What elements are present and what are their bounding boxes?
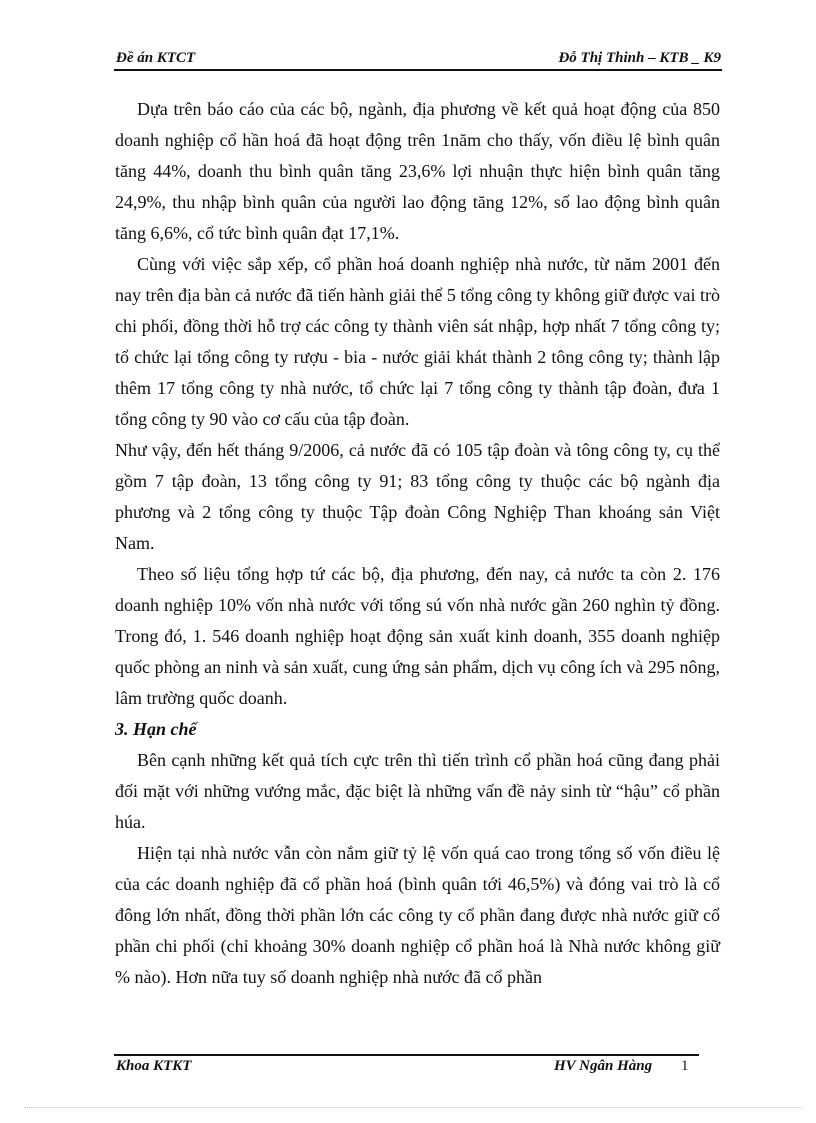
page-bottom-edge — [24, 1107, 802, 1108]
document-body — [115, 94, 720, 993]
header-left-text: Đề án KTCT — [116, 50, 196, 66]
header-divider — [114, 69, 722, 71]
header-right-text: Đỗ Thị Thinh – KTB _ K9 — [558, 50, 721, 66]
footer-right-text: HV Ngân Hàng — [554, 1058, 653, 1074]
section-heading: 3. Hạn chế — [115, 719, 197, 739]
paragraph: Cùng với việc sắp xếp, cổ phần hoá doanh nghiệp nhà nước, từ năm 2001 đến nay trên địa bàn cả nước đã tiến hành giải thể 5 tổng công ty không giữ được vai trò chi phối, đồng thời hỗ trợ các công ty thành viên sát nhập, hợp nhất 7 tổng công ty; tổ chức lại tổng công ty rượu - bia - nước giải khát thành 2 tông công ty; thành lập thêm 17 tổng công ty nhà nước, tổ chức lại 7 tổng công ty thành tập đoàn, đưa 1 tổng công ty 90 vào cơ cấu của tập đoàn. — [115, 254, 720, 429]
paragraph: Như vậy, đến hết tháng 9/2006, cả nước đã có 105 tập đoàn và tông công ty, cụ thể gồm 7 tập đoàn, 13 tổng công ty 91; 83 tổng công ty thuộc các bộ ngành địa phương và 2 tổng công ty thuộc Tập đoàn Công Nghiệp Than khoáng sản Việt Nam. — [115, 440, 720, 553]
page-footer — [116, 1058, 696, 1076]
paragraph: Dựa trên báo cáo của các bộ, ngành, địa phương về kết quả hoạt động của 850 doanh nghiệp cổ hần hoá đã hoạt động trên 1năm cho thấy, vốn điều lệ bình quân tăng 44%, doanh thu bình quân tăng 23,6% lợi nhuận thực hiện bình quân tăng 24,9%, thu nhập bình quân của người lao động tăng 12%, số lao động bình quân tăng 6,6%, cổ tức bình quân đạt 17,1%. — [115, 99, 720, 243]
footer-left-text: Khoa KTKT — [116, 1058, 192, 1074]
footer-divider — [114, 1054, 699, 1056]
page-header — [116, 50, 721, 68]
page-number: 1 — [681, 1058, 689, 1074]
paragraph: Theo số liệu tổng hợp tứ các bộ, địa phương, đến nay, cả nước ta còn 2. 176 doanh nghiệp 10% vốn nhà nước với tổng sú vốn nhà nước gần 260 nghìn tỷ đồng. Trong đó, 1. 546 doanh nghiệp hoạt động sản xuất kinh doanh, 355 doanh nghiệp quốc phòng an ninh và sản xuất, cung ứng sản phẩm, dịch vụ công ích và 295 nông, lâm trường quốc doanh. — [115, 564, 720, 708]
paragraph: Hiện tại nhà nước vẫn còn nắm giữ tỷ lệ vốn quá cao trong tổng số vốn điều lệ của các doanh nghiệp đã cổ phần hoá (bình quân tới 46,5%) và đóng vai trò là cổ đông lớn nhất, đồng thời phần lớn các công ty cổ phần đang được nhà nước giữ cổ phần chi phối (chỉ khoảng 30% doanh nghiệp cổ phần hoá là Nhà nước không giữ % nào). Hơn nữa tuy số doanh nghiệp nhà nước đã cổ phần — [115, 843, 720, 987]
paragraph: Bên cạnh những kết quả tích cực trên thì tiến trình cổ phần hoá cũng đang phải đối mặt với những vướng mắc, đặc biệt là những vấn đề nảy sinh từ “hậu” cổ phần húa. — [115, 750, 720, 832]
